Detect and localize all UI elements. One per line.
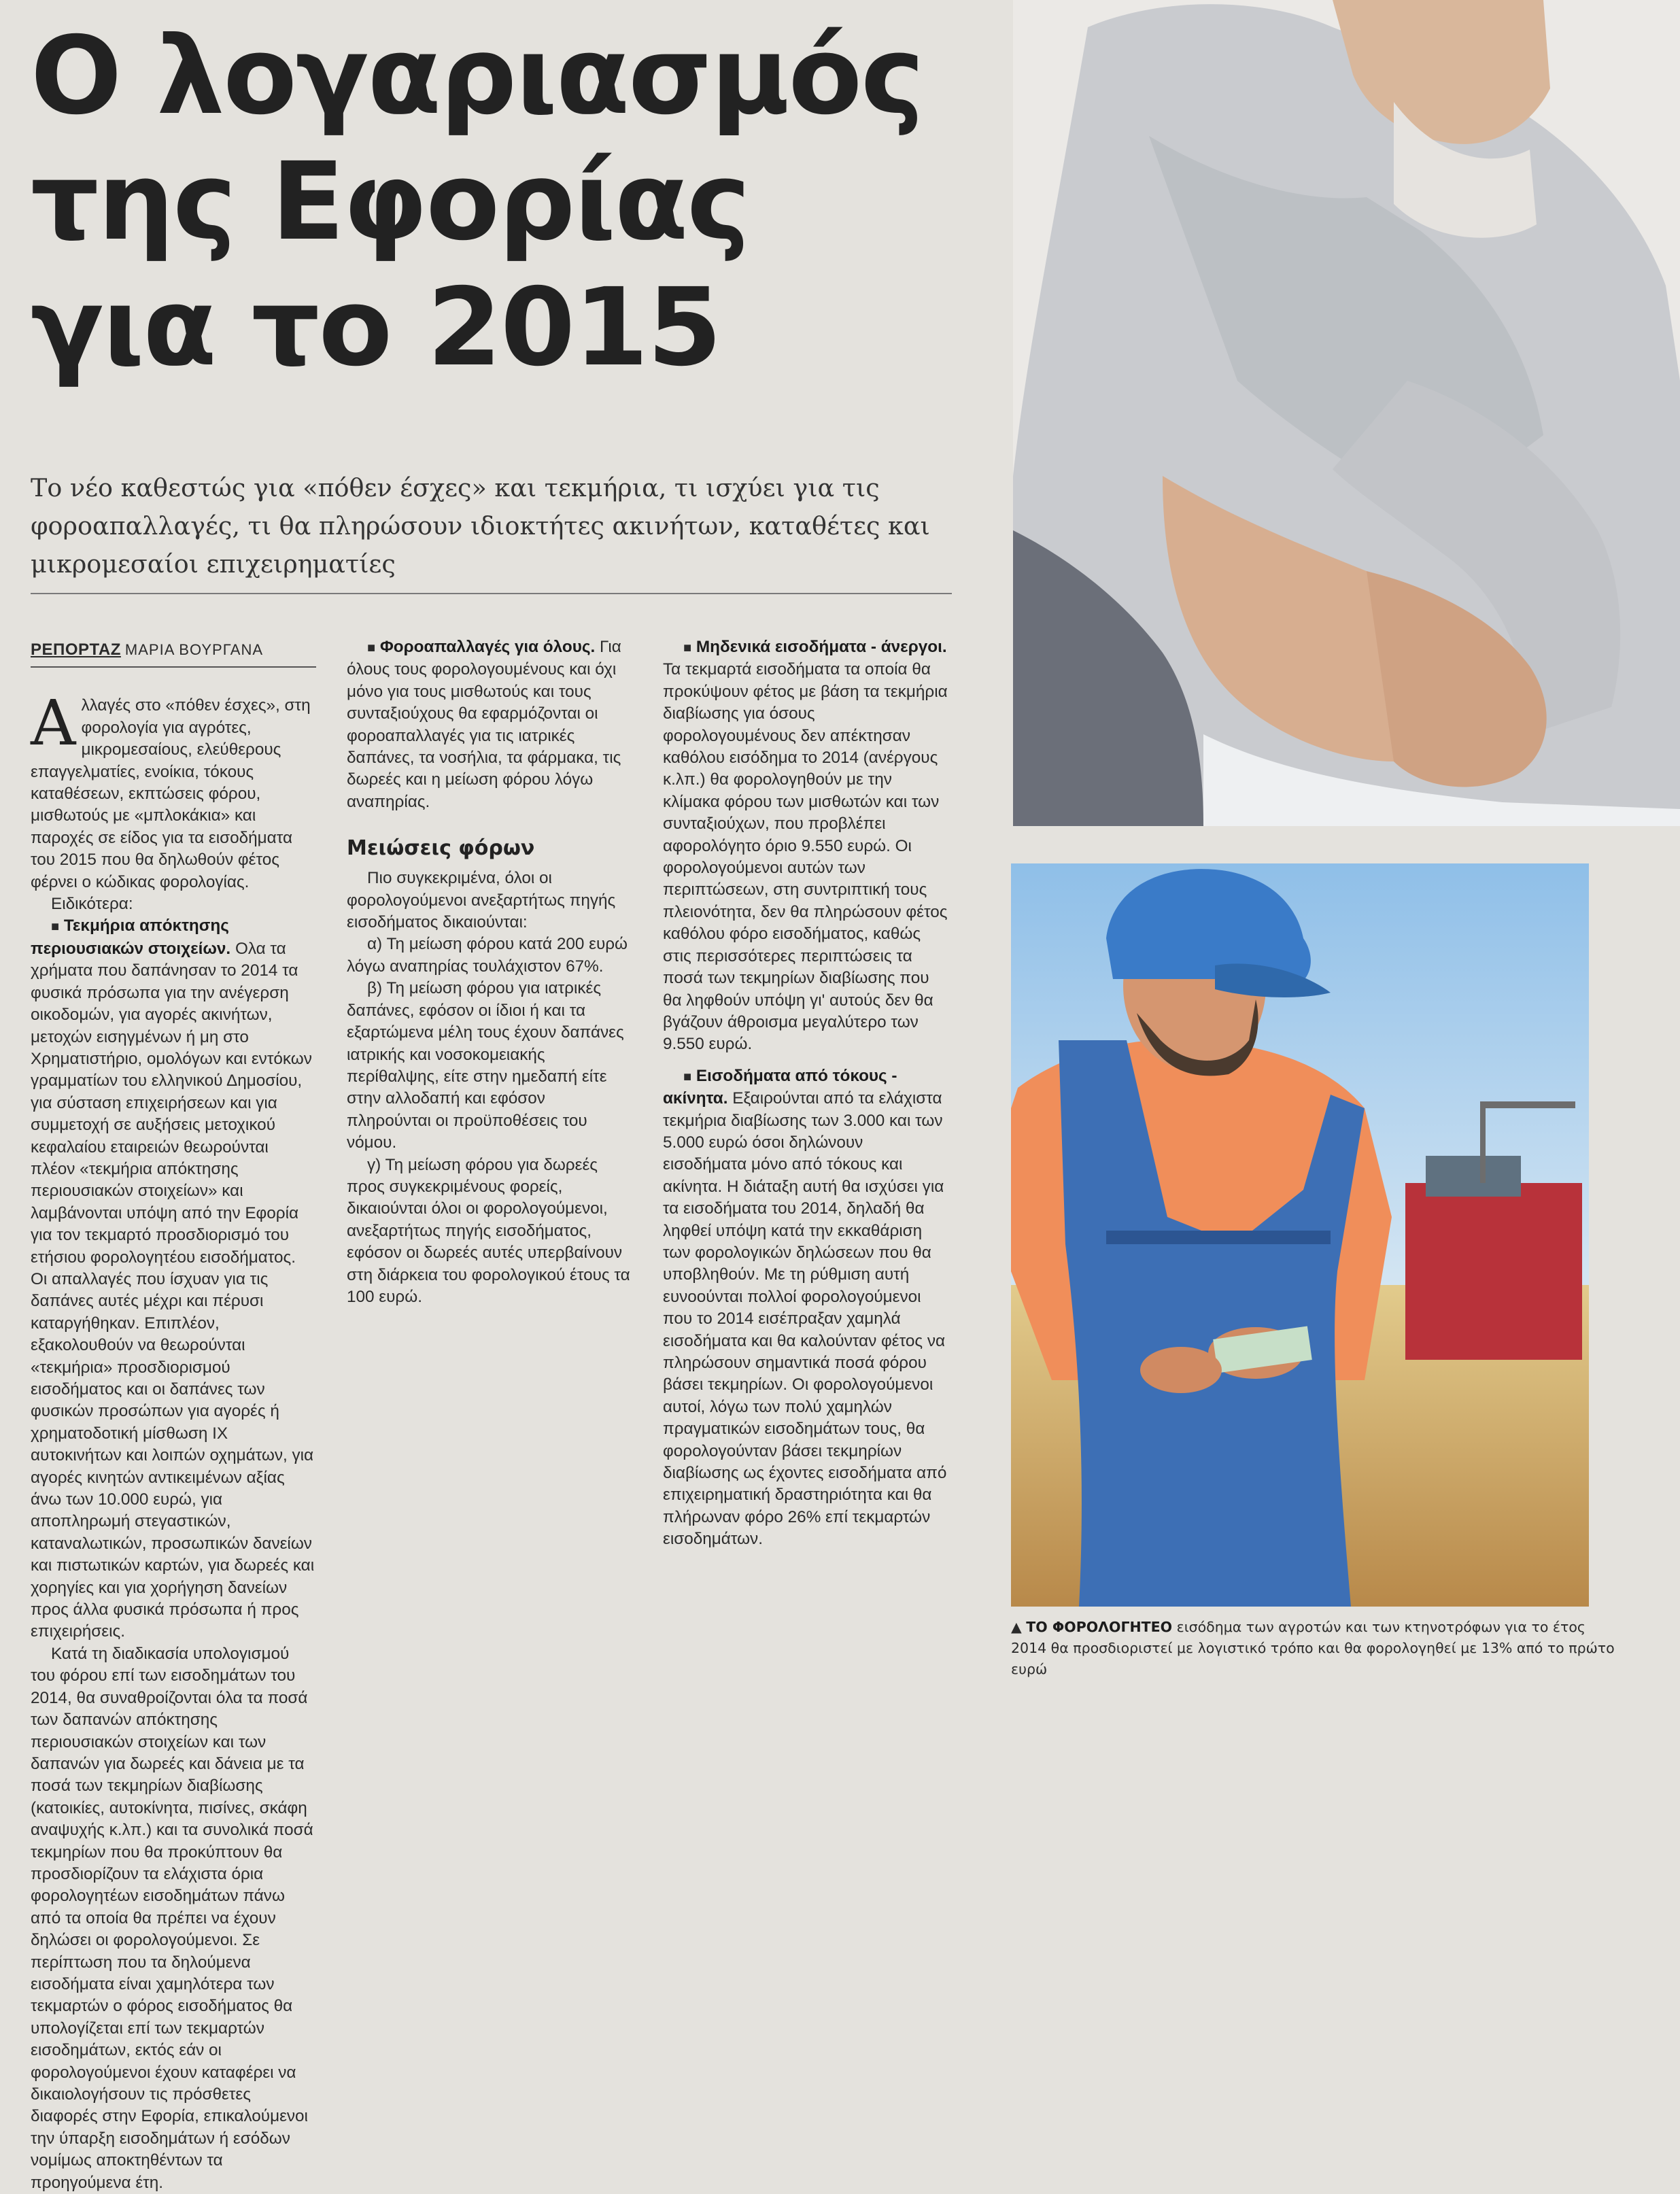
paragraph: Ειδικότερα: [51,895,133,914]
section-tekmiria [31,915,316,1643]
photo-farmer-illustration [1011,863,1589,1607]
caption-marker-icon: ▲ [1011,1619,1022,1635]
section-heading: Εισοδήματα από τόκους - ακίνητα. [663,1066,897,1108]
byline-name: ΜΑΡΙΑ ΒΟΥΡΓΑΝΑ [124,641,264,658]
headline-line: για το 2015 [31,265,721,390]
section-foroapallages [347,636,632,813]
photo-man-shirt [1013,0,1680,826]
section-heading: Φοροαπαλλαγές για όλους. [379,638,596,656]
bullet-square-icon: ■ [683,640,692,655]
dropcap: Α [31,687,76,760]
byline-label: ΡΕΠΟΡΤΑΖ [31,640,121,659]
subhead: Μειώσεις φόρων [347,836,535,861]
caption-text: εισόδημα των αγροτών και των κτηνοτρόφων για το έτος 2014 θα προσδιοριστεί με λογιστικό τρόπο και θα φορολογηθεί με 13% από το πρώτο ευρώ [1011,1619,1615,1677]
photo-caption [1011,1617,1623,1680]
paragraph: Κατά τη διαδικασία υπολογισμού του φόρου επί των εισοδημάτων του 2014, θα συναθροίζονται όλα τα ποσά των δαπανών απόκτησης περιουσιακών στοιχείων και των δαπανών για δωρεές και δάνεια με τα ποσά των τεκμηρίων διαβίωσης (κατοικίες, αυτοκίνητα, πισίνες, σκάφη αναψυχής κ.λπ.) και τα συνολικά ποσά τεκμηρίων που θα προκύπτουν θα προσδιορίζουν τα ελάχιστα όρια φορολογητέων εισοδημάτων πάνω από τα οποία θα πρέπει να έχουν δηλώσει οι φορολογούμενοι. Σε περίπτωση που τα δηλούμενα εισοδήματα είναι χαμηλότερα των τεκμαρτών ο φόρος εισοδήματος θα υπολογίζεται επί των τεκμαρτών εισοδημάτων, εκτός εάν οι φορολογούμενοι έχουν καταφέρει να δικαιολογήσουν τις πρόσθετες διαφορές στην Εφορία, επικαλούμενοι την ύπαρξη εισοδημάτων ή εσόδων νομίμως αποκτηθέντων τα προηγούμενα έτη. [31,1644,313,2192]
deck: Το νέο καθεστώς για «πόθεν έσχες» και τεκμήρια, τι ισχύει για τις φοροαπαλλαγές, τι θα πληρώσουν ιδιοκτήτες ακινήτων, καταθέτες και μικρομεσαίοι επιχειρηματίες [31,473,930,579]
section-text: Εξαιρούνται από τα ελάχιστα τεκμήρια διαβίωσης των 3.000 και των 5.000 ευρώ όσοι δηλώνουν εισοδήματα μόνο από τόκους και ακίνητα. Η διάταξη αυτή θα ισχύσει για τα εισοδήματα του 2014, δηλαδή θα ληφθεί υπόψη κατά την εκκαθάριση των φορολογικών δηλώσεων που θα υποβληθούν. Με τη ρύθμιση αυτή ευνοούνται πολλοί φορολογούμενοι που το 2014 εισέπραξαν χαμηλά εισοδήματα και θα καλούνταν φέτος να πληρώσουν σημαντικά ποσά φόρου βάσει τεκμηρίων. Οι φορολογούμενοι αυτοί, λόγω των πολύ χαμηλών πραγματικών εισοδημάτων τους, θα φορολογούνταν βάσει τεκμηρίων διαβίωσης ως έχοντες εισοδήματα από επιχειρηματική δραστηριότητα και θα πλήρωναν φόρο 26% επί τεκμαρτών εισοδημάτων. [663,1089,947,1549]
byline-rule [31,666,316,668]
headline-line: Ο λογαριασμός [31,14,923,139]
column-3 [663,636,948,1551]
section-heading: Τεκμήρια απόκτησης περιουσιακών στοιχείων. [31,916,231,958]
paragraph: Πιο συγκεκριμένα, όλοι οι φορολογούμενοι ανεξαρτήτως πηγής εισοδήματος δικαιούνται: [347,869,616,932]
paragraph: γ) Τη μείωση φόρου για δωρεές προς συγκεκριμένους φορείς, δικαιούνται όλοι οι φορολογούμενοι, ανεξαρτήτως πηγής εισοδήματος, εφόσον οι δωρεές αυτές υπερβαίνουν στη διάρκεια του φορολογικού έτους τα 100 ευρώ. [347,1155,630,1306]
photo-farmer [1011,863,1589,1607]
headline-line: της Εφορίας [31,139,749,264]
section-midenika [663,636,948,1056]
bullet-square-icon: ■ [683,1069,692,1084]
lead-paragraph [31,687,316,893]
section-text: Για όλους τους φορολογουμένους και όχι μόνο για τους μισθωτούς και τους συνταξιούχους θα εφαρμόζονται οι φοροαπαλλαγές για τις ιατρικές δαπάνες, τα νοσήλια, τα φάρμακα, τις δωρεές και η μείωση φόρου λόγω αναπηρίας. [347,638,621,811]
deck-rule [31,593,952,594]
section-heading: Μηδενικά εισοδήματα - άνεργοι. [696,638,947,656]
photo-man-illustration [1013,0,1680,826]
lead-text: λλαγές στο «πόθεν έσχες», στη φορολογία για αγρότες, μικρομεσαίους, ελεύθερους επαγγελματίες, ενοίκια, τόκους καταθέσεων, εκπτώσεις φόρου, μισθωτούς με «μπλοκάκια» και παροχές σε είδος για τα εισοδήματα του 2015 που θα δηλωθούν φέτος φέρνει ο κώδικας φορολογίας. [31,696,311,891]
paragraph: β) Τη μείωση φόρου για ιατρικές δαπάνες, εφόσον οι ίδιοι ή και τα εξαρτώμενα μέλη τους έχουν δαπάνες ιατρικής και νοσοκομειακής περίθαλψης, είτε στην ημεδαπή είτε στην αλλοδαπή και εφόσον πληρούνται οι προϋποθέσεις του νόμου. [347,979,624,1152]
caption-lead: ΤΟ ΦΟΡΟΛΟΓΗΤΕΟ [1026,1619,1173,1635]
section-text: Τα τεκμαρτά εισοδήματα τα οποία θα προκύψουν φέτος με βάση τα τεκμήρια διαβίωσης για όσους φορολογουμένους δεν απέκτησαν καθόλου εισόδημα το 2014 (ανέργους κ.λπ.) θα φορολογηθούν με την κλίμακα φόρου των μισθωτών και των συνταξιούχων, που προβλέπει αφορολόγητο όριο 9.550 ευρώ. Οι φορολογούμενοι αυτών των περιπτώσεων, στη συντριπτική τους πλειονότητα, δεν θα πληρώσουν φέτος καθόλου φόρο εισοδήματος, καθώς στις περισσότερες περιπτώσεις τα ποσά των τεκμηρίων διαβίωσης που θα ληφθούν υπόψη γι' αυτούς δεν θα βγάζουν άθροισμα μεγαλύτερο των 9.550 ευρώ. [663,660,948,1054]
byline [31,639,316,661]
paragraph: α) Τη μείωση φόρου κατά 200 ευρώ λόγω αναπηρίας τουλάχιστον 67%. [347,935,628,976]
headline [31,14,996,391]
section-text: Ολα τα χρήματα που δαπάνησαν το 2014 τα φυσικά πρόσωπα για την ανέγερση οικοδομών, για αγορές ακινήτων, μετοχών εισηγμένων ή μη στο Χρηματιστήριο, ομολόγων και εντόκων γραμματίων του ελληνικού Δημοσίου, για σύσταση επιχειρήσεων και για συμμετοχή σε αυξήσεις μετοχικού κεφαλαίου εταιρειών θεωρούνται πλέον «τεκμήρια απόκτησης περιουσιακών στοιχείων» και λαμβάνονται υπόψη από την Εφορία για τον τεκμαρτό προσδιορισμό του ετήσιου φορολογητέου εισοδήματος. Οι απαλλαγές που ίσχυαν για τις δαπάνες αυτές μέχρι και πέρυσι καταργήθηκαν. Επιπλέον, εξακολουθούν να θεωρούνται «τεκμήρια» προσδιορισμού εισοδήματος και οι δαπάνες των φυσικών προσώπων για αγορές ή χρηματοδοτική μίσθωση ΙΧ αυτοκινήτων και λοιπών οχημάτων, για αγορές κινητών αντικειμένων αξίας άνω των 10.000 ευρώ, για αποπληρωμή στεγαστικών, καταναλωτικών, προσωπικών δανείων και πιστωτικών καρτών, για δωρεές και χορηγίες και για χορήγηση δανείων προς άλλα φυσικά πρόσωπα ή προς επιχειρήσεις. [31,939,315,1641]
bullet-square-icon: ■ [51,919,60,935]
section-tokoi [663,1065,948,1551]
bullet-square-icon: ■ [367,640,376,655]
column-2 [347,636,632,1308]
column-1 [31,639,316,2194]
